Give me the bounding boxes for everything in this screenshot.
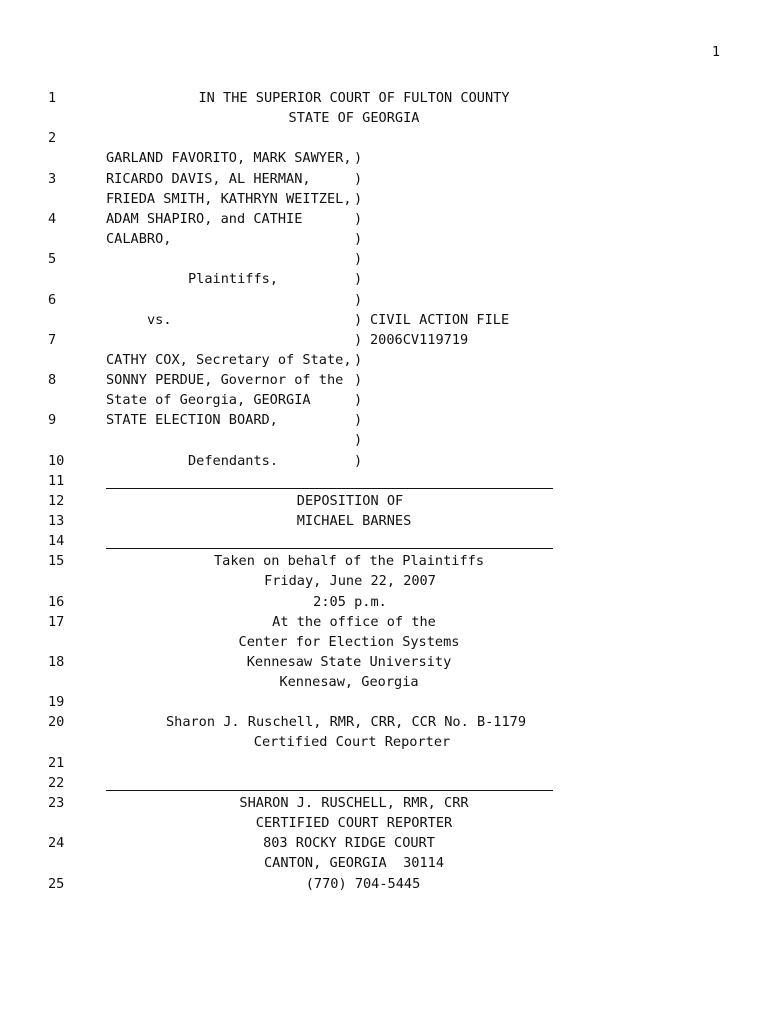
line-number-25: 25 xyxy=(48,876,65,892)
line-number-22: 22 xyxy=(48,775,65,791)
caption-paren: ) xyxy=(354,292,363,308)
caption-paren: ) xyxy=(354,211,363,227)
caption-paren: ) xyxy=(354,352,363,368)
line-number-5: 5 xyxy=(48,251,57,267)
plaintiff-names-line-5: CALABRO, xyxy=(106,231,172,247)
caption-paren: ) xyxy=(354,453,363,469)
page-number: 1 xyxy=(711,44,720,60)
line-number-9: 9 xyxy=(48,412,57,428)
court-state: STATE OF GEORGIA xyxy=(288,110,420,126)
deponent-name: MICHAEL BARNES xyxy=(296,513,412,529)
caption-paren: ) xyxy=(354,412,363,428)
caption-paren: ) xyxy=(354,251,363,267)
defendant-names-line-4: STATE ELECTION BOARD, xyxy=(106,412,278,428)
caption-paren: ) xyxy=(354,271,363,287)
line-number-14: 14 xyxy=(48,533,65,549)
line-number-24: 24 xyxy=(48,835,65,851)
defendant-names-line-1: CATHY COX, Secretary of State, xyxy=(106,352,352,368)
caption-paren: ) xyxy=(354,231,363,247)
divider-rule xyxy=(106,548,553,549)
divider-rule xyxy=(106,488,553,489)
footer-phone: (770) 704-5445 xyxy=(305,876,421,892)
defendant-names-line-2: SONNY PERDUE, Governor of the xyxy=(106,372,344,388)
civil-action-label: CIVIL ACTION FILE xyxy=(370,312,510,328)
line-number-8: 8 xyxy=(48,372,57,388)
caption-paren: ) xyxy=(354,312,363,328)
deposition-date: Friday, June 22, 2007 xyxy=(264,573,436,589)
line-number-1: 1 xyxy=(48,90,57,106)
divider-rule xyxy=(106,790,553,791)
caption-paren: ) xyxy=(354,372,363,388)
reporter-line: Sharon J. Ruschell, RMR, CRR, CCR No. B-1179 xyxy=(165,714,527,730)
plaintiff-names-line-4: ADAM SHAPIRO, and CATHIE xyxy=(106,211,303,227)
line-number-23: 23 xyxy=(48,795,65,811)
plaintiff-names-line-1: GARLAND FAVORITO, MARK SAWYER, xyxy=(106,150,352,166)
caption-paren: ) xyxy=(354,392,363,408)
line-number-6: 6 xyxy=(48,292,57,308)
deposition-time: 2:05 p.m. xyxy=(313,594,387,610)
location-line-1: At the office of the xyxy=(272,614,436,630)
line-number-13: 13 xyxy=(48,513,65,529)
versus-label: vs. xyxy=(147,312,172,328)
caption-paren: ) xyxy=(354,150,363,166)
footer-reporter-title: CERTIFIED COURT REPORTER xyxy=(255,815,453,831)
taken-on-behalf: Taken on behalf of the Plaintiffs xyxy=(213,553,485,569)
line-number-4: 4 xyxy=(48,211,57,227)
line-number-15: 15 xyxy=(48,553,65,569)
civil-action-number: 2006CV119719 xyxy=(370,332,469,348)
line-number-16: 16 xyxy=(48,594,65,610)
line-number-10: 10 xyxy=(48,453,65,469)
footer-reporter-name: SHARON J. RUSCHELL, RMR, CRR xyxy=(239,795,469,811)
deposition-title: DEPOSITION OF xyxy=(296,493,404,509)
footer-address-1: 803 ROCKY RIDGE COURT xyxy=(263,835,435,851)
reporter-title: Certified Court Reporter xyxy=(253,734,451,750)
line-number-7: 7 xyxy=(48,332,57,348)
line-number-20: 20 xyxy=(48,714,65,730)
caption-paren: ) xyxy=(354,191,363,207)
line-number-2: 2 xyxy=(48,130,57,146)
line-number-18: 18 xyxy=(48,654,65,670)
plaintiff-names-line-2: RICARDO DAVIS, AL HERMAN, xyxy=(106,171,311,187)
court-name: IN THE SUPERIOR COURT OF FULTON COUNTY xyxy=(198,90,510,106)
line-number-21: 21 xyxy=(48,755,65,771)
footer-address-2: CANTON, GEORGIA 30114 xyxy=(263,855,445,871)
line-number-3: 3 xyxy=(48,171,57,187)
caption-paren: ) xyxy=(354,332,363,348)
line-number-12: 12 xyxy=(48,493,65,509)
location-line-3: Kennesaw State University xyxy=(246,654,452,670)
plaintiffs-label: Plaintiffs, xyxy=(188,271,279,287)
line-number-11: 11 xyxy=(48,473,65,489)
defendants-label: Defendants. xyxy=(188,453,279,469)
location-line-2: Center for Election Systems xyxy=(238,634,460,650)
caption-paren: ) xyxy=(354,432,363,448)
caption-paren: ) xyxy=(354,171,363,187)
line-number-17: 17 xyxy=(48,614,65,630)
line-number-19: 19 xyxy=(48,694,65,710)
defendant-names-line-3: State of Georgia, GEORGIA xyxy=(106,392,311,408)
plaintiff-names-line-3: FRIEDA SMITH, KATHRYN WEITZEL, xyxy=(106,191,352,207)
location-line-4: Kennesaw, Georgia xyxy=(279,674,419,690)
